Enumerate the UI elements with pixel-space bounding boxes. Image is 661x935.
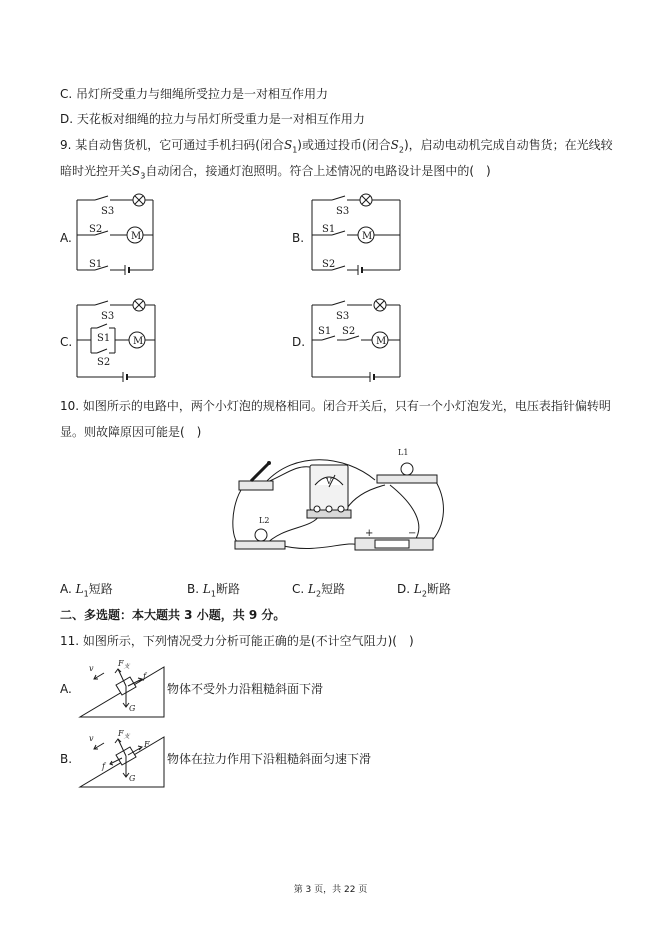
lamp-l2-label: L2	[259, 516, 270, 525]
q11-stem: 11. 如图所示，下列情况受力分析可能正确的是(不计空气阻力)( )	[60, 634, 414, 648]
section-heading-multi-choice: 二、多选题：本大题共 3 小题，共 9 分。	[60, 608, 286, 622]
q10-option-c: C. $L_2$短路	[292, 582, 346, 599]
b-pull-force-label: F	[144, 740, 150, 749]
d-s2-label: S2	[342, 326, 356, 337]
q10-option-b: B. $L_1$断路	[187, 582, 240, 599]
q8-option-c: C. 吊灯所受重力与细绳所受拉力是一对相互作用力	[60, 87, 329, 101]
q8-option-d: D. 天花板对细绳的拉力与吊灯所受重力是一对相互作用力	[60, 112, 365, 126]
b-gravity-label: G	[129, 774, 136, 783]
battery-minus: −	[408, 528, 417, 539]
a-normal-force-label: $F_支$	[118, 659, 130, 670]
q9-circuit-c	[75, 295, 165, 385]
q9-option-a-label: A.	[60, 231, 72, 245]
b-s2-label: S2	[322, 259, 336, 270]
q9-circuit-b	[310, 190, 405, 280]
lamp-l2-base	[235, 541, 285, 549]
a-motor-label: M	[131, 231, 142, 242]
q11-incline-b	[78, 725, 168, 790]
b-s3-label: S3	[336, 206, 350, 217]
q10-circuit-figure	[225, 445, 450, 560]
q11-option-b-letter: B.	[60, 752, 73, 766]
d-s3-label: S3	[336, 311, 350, 322]
q9-option-b-label: B.	[292, 231, 305, 245]
switch-lever	[251, 463, 269, 481]
c-s1-label: S1	[97, 333, 111, 344]
b-velocity-label: v	[89, 734, 94, 743]
q10-option-d: D. $L_2$断路	[397, 582, 451, 599]
a-s1-label: S1	[89, 259, 103, 270]
a-velocity-label: v	[89, 664, 94, 673]
q11-option-b-text: 物体在拉力作用下沿粗糙斜面匀速下滑	[167, 752, 372, 766]
a-s3-label: S3	[101, 206, 115, 217]
q11-option-a-text: 物体不受外力沿粗糙斜面下滑	[167, 682, 324, 696]
q9-circuit-a	[75, 190, 165, 280]
a-friction-label: f	[143, 672, 146, 681]
voltmeter-body	[310, 465, 348, 510]
q10-option-a: A. $L_1$短路	[60, 582, 113, 599]
c-motor-label: M	[133, 336, 144, 347]
q9-option-c-label: C.	[60, 335, 73, 349]
a-s2-label: S2	[89, 224, 103, 235]
c-s3-label: S3	[101, 311, 115, 322]
q11-option-a-letter: A.	[60, 682, 72, 696]
page-footer: 第 3 页，共 22 页	[293, 885, 368, 895]
switch-base	[239, 481, 273, 490]
lamp-l1-base	[377, 475, 437, 483]
a-gravity-label: G	[129, 704, 136, 713]
d-s1-label: S1	[318, 326, 332, 337]
d-motor-label: M	[376, 336, 387, 347]
q11-incline-a	[78, 655, 168, 720]
q10-stem-line2: 显。则故障原因可能是( )	[60, 425, 202, 439]
b-normal-force-label: $F_支$	[118, 729, 130, 740]
q9-circuit-d	[310, 295, 405, 385]
q9-stem-line1: 9. 某自动售货机，它可通过手机扫码(闭合$S_1$)或通过投币(闭合$S_2$)，启动电动机完成自动售货；在光线较	[60, 138, 613, 155]
battery-plus: +	[365, 528, 374, 539]
q9-stem-line2: 暗时光控开关$S_3$自动闭合，接通灯泡照明。符合上述情况的电路设计是图中的( )	[60, 164, 491, 181]
lamp-l2	[255, 529, 267, 541]
b-s1-label: S1	[322, 224, 336, 235]
b-motor-label: M	[362, 231, 373, 242]
lamp-l1-label: L1	[398, 448, 409, 457]
q9-option-d-label: D.	[292, 335, 306, 349]
b-friction-label: f	[102, 762, 105, 771]
c-s2-label: S2	[97, 357, 111, 368]
battery-cell	[375, 540, 409, 548]
voltmeter-label: V	[326, 477, 332, 486]
lamp-l1	[401, 463, 413, 475]
q10-stem-line1: 10. 如图所示的电路中，两个小灯泡的规格相同。闭合开关后，只有一个小灯泡发光，电压表指针偏转明	[60, 399, 611, 413]
